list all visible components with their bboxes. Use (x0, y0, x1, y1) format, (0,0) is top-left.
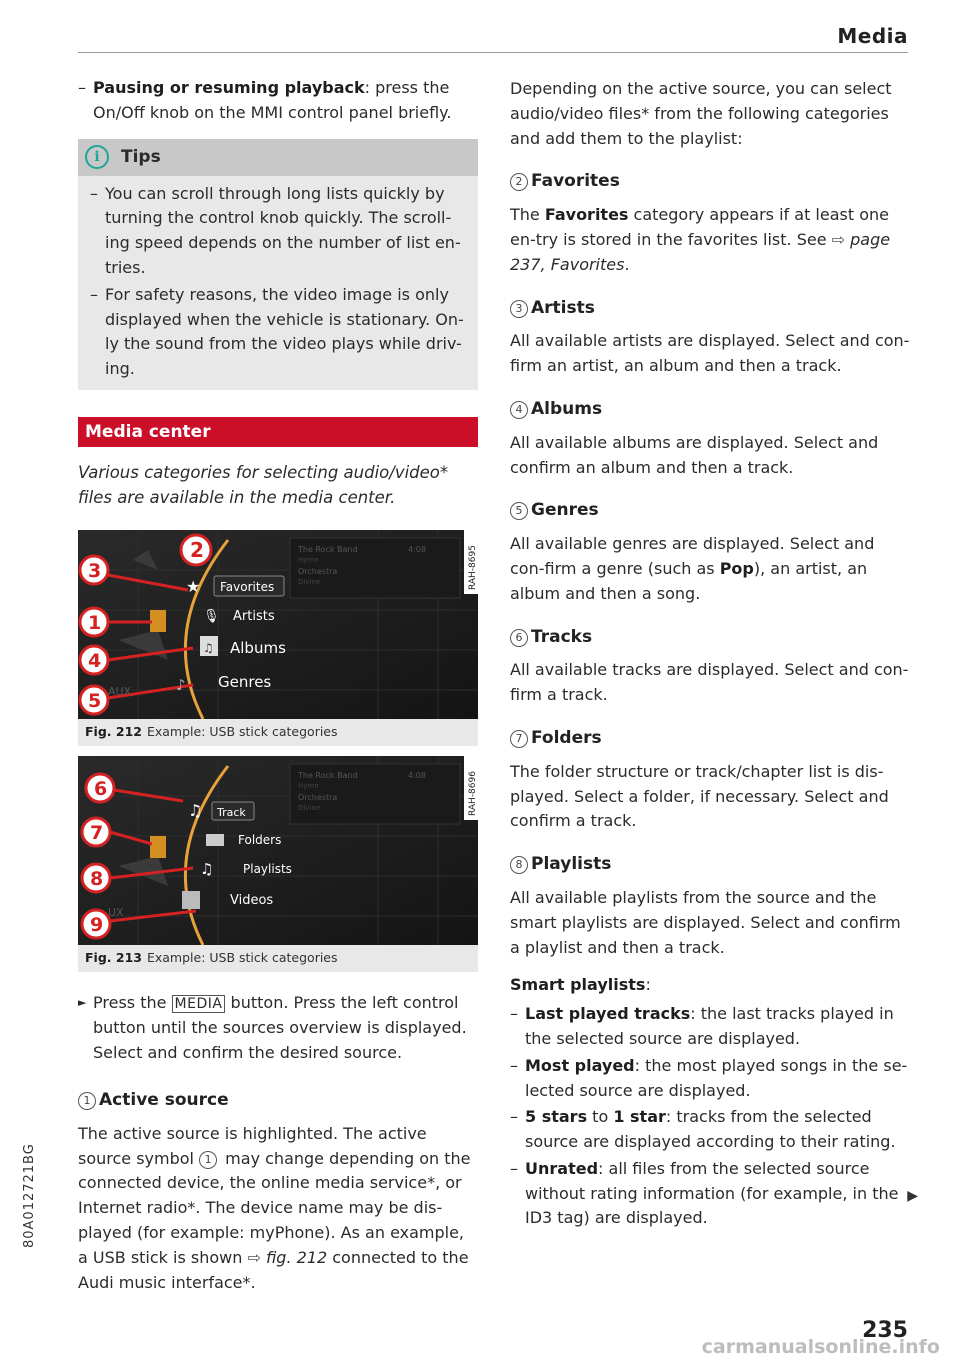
smart-item-text: : the last tracks played in the selected source are displayed. (525, 1004, 894, 1048)
callout-number: 6 (94, 777, 108, 800)
figure-213-caption (78, 945, 478, 972)
figure-caption-text: Example: USB stick categories (146, 949, 338, 965)
pause-instruction (78, 76, 478, 126)
albums-text: All available albums are displayed. Select and confirm an album and then a track. (510, 432, 879, 477)
smart-colon: : (645, 975, 651, 995)
playlists-text: All available playlists from the source and the smart playlists are displayed. Select and confirm a playlist and then a track. (510, 887, 901, 957)
figure-label: Fig. 212 (85, 723, 142, 739)
albums-heading (510, 397, 910, 422)
active-text: may change depending on the connected device, the online media service*, or Internet radio*. The device name may be dis-played (for example: myPhone). As an example, a USB stick is shown (78, 1148, 471, 1267)
tracks-text: All available tracks are displayed. Select and con-firm a track. (510, 660, 909, 705)
track-panel-time: 4:08 (408, 544, 426, 554)
genres-heading (510, 498, 910, 523)
favorites-text-part: The (510, 205, 545, 225)
callout-circle: 6 (510, 629, 528, 647)
track-panel-line: The Rock Band (298, 770, 358, 780)
callout-circle: 7 (510, 730, 528, 748)
right-column (510, 76, 910, 1231)
press-text: button. Press the left control button until the sources overview is displayed. Select and confirm the desired source. (93, 992, 467, 1063)
favorites-bold: Favorites (544, 205, 629, 225)
figure-label: Fig. 213 (85, 949, 142, 965)
active-source-title: Active source (99, 1089, 229, 1110)
figure-reference-link[interactable]: fig. 212 (265, 1247, 328, 1267)
favorites-heading (510, 169, 910, 194)
smart-item-text: : tracks from the selected source are displayed according to their rating. (525, 1107, 896, 1152)
genres-text-part: ), an artist, an album and then a song. (510, 558, 868, 603)
section-title: Tracks (531, 626, 593, 647)
menu-item: Favorites (220, 579, 275, 594)
section-title-bar: Media center (78, 417, 478, 447)
menu-item: Folders (238, 832, 282, 847)
music-note-icon: ♫ (203, 640, 214, 655)
page-reference-link[interactable]: page 237, Favorites (510, 229, 891, 274)
pause-text: : press the On/Off knob on the MMI control panel briefly. (93, 78, 452, 122)
menu-item: Track (217, 805, 246, 819)
aux-label: AUX (108, 684, 132, 698)
figure-212-illustration (78, 530, 478, 719)
figure-code: RAH-8695 (468, 544, 478, 590)
figure-213-illustration (78, 756, 478, 945)
section-title: Genres (531, 500, 599, 521)
track-panel-line: Hymn (298, 555, 319, 564)
tips-body (78, 176, 478, 390)
menu-item: Artists (233, 608, 275, 624)
figure-212 (78, 530, 478, 746)
callout-circle: 2 (510, 173, 528, 191)
figure-212-caption (78, 719, 478, 746)
callout-circle: 8 (510, 856, 528, 874)
section-title: Albums (531, 398, 603, 419)
pause-label: Pausing or resuming playback (93, 78, 365, 97)
active-text: The active source is highlighted. The active source symbol (78, 1123, 427, 1168)
track-panel-line: Divine (298, 803, 321, 812)
press-media-instruction (78, 991, 478, 1066)
playlist-icon: ♫ (200, 859, 214, 878)
track-panel-time: 4:08 (408, 770, 426, 780)
figure-213 (78, 756, 478, 972)
callout-circle: 1 (78, 1092, 96, 1110)
page-header-title: Media (837, 24, 908, 48)
left-column (78, 76, 478, 1295)
document-code: 80A012721BG (22, 1143, 37, 1248)
callout-number: 2 (190, 537, 204, 562)
tips-box (78, 139, 478, 390)
callout-circle: 5 (510, 502, 528, 520)
active-text: connected to the Audi music interface*. (78, 1247, 469, 1292)
track-panel-line: Orchestra (298, 792, 338, 802)
menu-item: Videos (230, 892, 274, 908)
callout-number: 3 (88, 559, 102, 582)
watermark: carmanualsonline.info (701, 1336, 940, 1358)
section-title: Artists (531, 297, 595, 318)
tips-title: Tips (121, 146, 161, 167)
figure-caption-text: Example: USB stick categories (146, 723, 338, 739)
categories-intro: Depending on the active source, you can select audio/video files* from the following categories and add them to the playlist: (510, 79, 892, 148)
star-icon: ★ (186, 576, 201, 596)
menu-item: Genres (218, 672, 272, 691)
tips-item: – You can scroll through long lists quickly by turning the control knob quickly. The scroll-ing speed depends on the number of list en-tries. (90, 182, 466, 281)
smart-item-text: : the most played songs in the se-lected source are displayed. (525, 1055, 908, 1100)
folders-text: The folder structure or track/chapter list is dis-played. Select a folder, if necessary. Select and confirm a track. (510, 761, 889, 831)
figure-212-image (78, 530, 478, 719)
tips-item: – For safety reasons, the video image is only displayed when the vehicle is stationary. On-ly the sound from the video plays while driv-ing. (90, 283, 466, 382)
reference-arrow-icon: ⇨ (831, 229, 846, 249)
media-key: MEDIA (172, 995, 226, 1013)
genres-text (510, 532, 910, 606)
callout-number: 5 (88, 689, 102, 712)
callout-circle: 1 (199, 1151, 217, 1169)
press-text: Press the (93, 992, 172, 1012)
smart-item-bold: Last played tracks (525, 1004, 691, 1024)
guitar-icon: ♪ (176, 675, 186, 694)
active-source-heading (78, 1088, 478, 1113)
track-panel-line: Orchestra (298, 566, 338, 576)
smart-playlist-item (510, 1157, 910, 1231)
callout-number: 8 (90, 867, 104, 890)
tracks-heading (510, 625, 910, 650)
smart-item-bold: Most played (525, 1055, 635, 1075)
smart-item-bold: 1 star (613, 1107, 666, 1127)
menu-item: Albums (230, 638, 286, 657)
info-icon: i (85, 145, 109, 169)
page-number: 235 (862, 1318, 908, 1343)
smart-item-bold: 5 stars (525, 1107, 588, 1127)
smart-playlist-item (510, 1054, 910, 1104)
smart-item-text: to (587, 1107, 614, 1127)
track-panel-line: Hymn (298, 781, 319, 790)
section-intro: Various categories for selecting audio/video* files are available in the media center. (78, 462, 449, 507)
reference-arrow-icon: ⇨ (247, 1247, 261, 1267)
section-title: Playlists (531, 854, 612, 875)
callout-circle: 3 (510, 300, 528, 318)
genres-bold: Pop (719, 558, 754, 578)
tips-header (78, 139, 478, 176)
favorites-text-part: category appears if at least one en-try is stored in the favorites list. See (510, 205, 889, 249)
folders-heading (510, 726, 910, 751)
artists-text: All available artists are displayed. Select and con-firm an artist, an album and then a track. (510, 331, 910, 376)
figure-code: RAH-8696 (468, 770, 478, 816)
callout-circle: 4 (510, 401, 528, 419)
active-source-text (78, 1122, 478, 1296)
favorites-text-part: . (624, 254, 630, 274)
callout-number: 7 (90, 821, 104, 844)
track-panel-line: The Rock Band (298, 544, 358, 554)
smart-item-text: : all files from the selected source without rating information (for example, in the ID3 tag) are displayed. (525, 1158, 899, 1228)
continue-arrow-icon: ▶ (907, 1188, 918, 1204)
artists-heading (510, 296, 910, 321)
callout-number: 4 (88, 649, 102, 672)
smart-playlist-item (510, 1002, 910, 1052)
playlists-heading (510, 852, 910, 877)
genres-text-part: All available genres are displayed. Select and con-firm a genre (such as (510, 534, 875, 578)
section-title: Folders (531, 727, 602, 748)
section-title: Favorites (531, 171, 620, 192)
smart-playlist-item (510, 1105, 910, 1155)
track-panel-line: Divine (298, 577, 321, 586)
favorites-text (510, 203, 910, 277)
smart-playlists-title: Smart playlists (510, 975, 646, 995)
microphone-icon: 🎙 (203, 608, 220, 624)
header-rule (78, 52, 908, 53)
figure-213-image (78, 756, 478, 945)
menu-item: Playlists (243, 861, 292, 876)
smart-playlists-heading (510, 973, 910, 998)
music-note-icon: ♫ (188, 800, 203, 820)
callout-number: 9 (90, 913, 104, 936)
callout-number: 1 (88, 611, 102, 634)
smart-item-bold: Unrated (525, 1158, 599, 1178)
aux-label: UX (108, 905, 124, 919)
